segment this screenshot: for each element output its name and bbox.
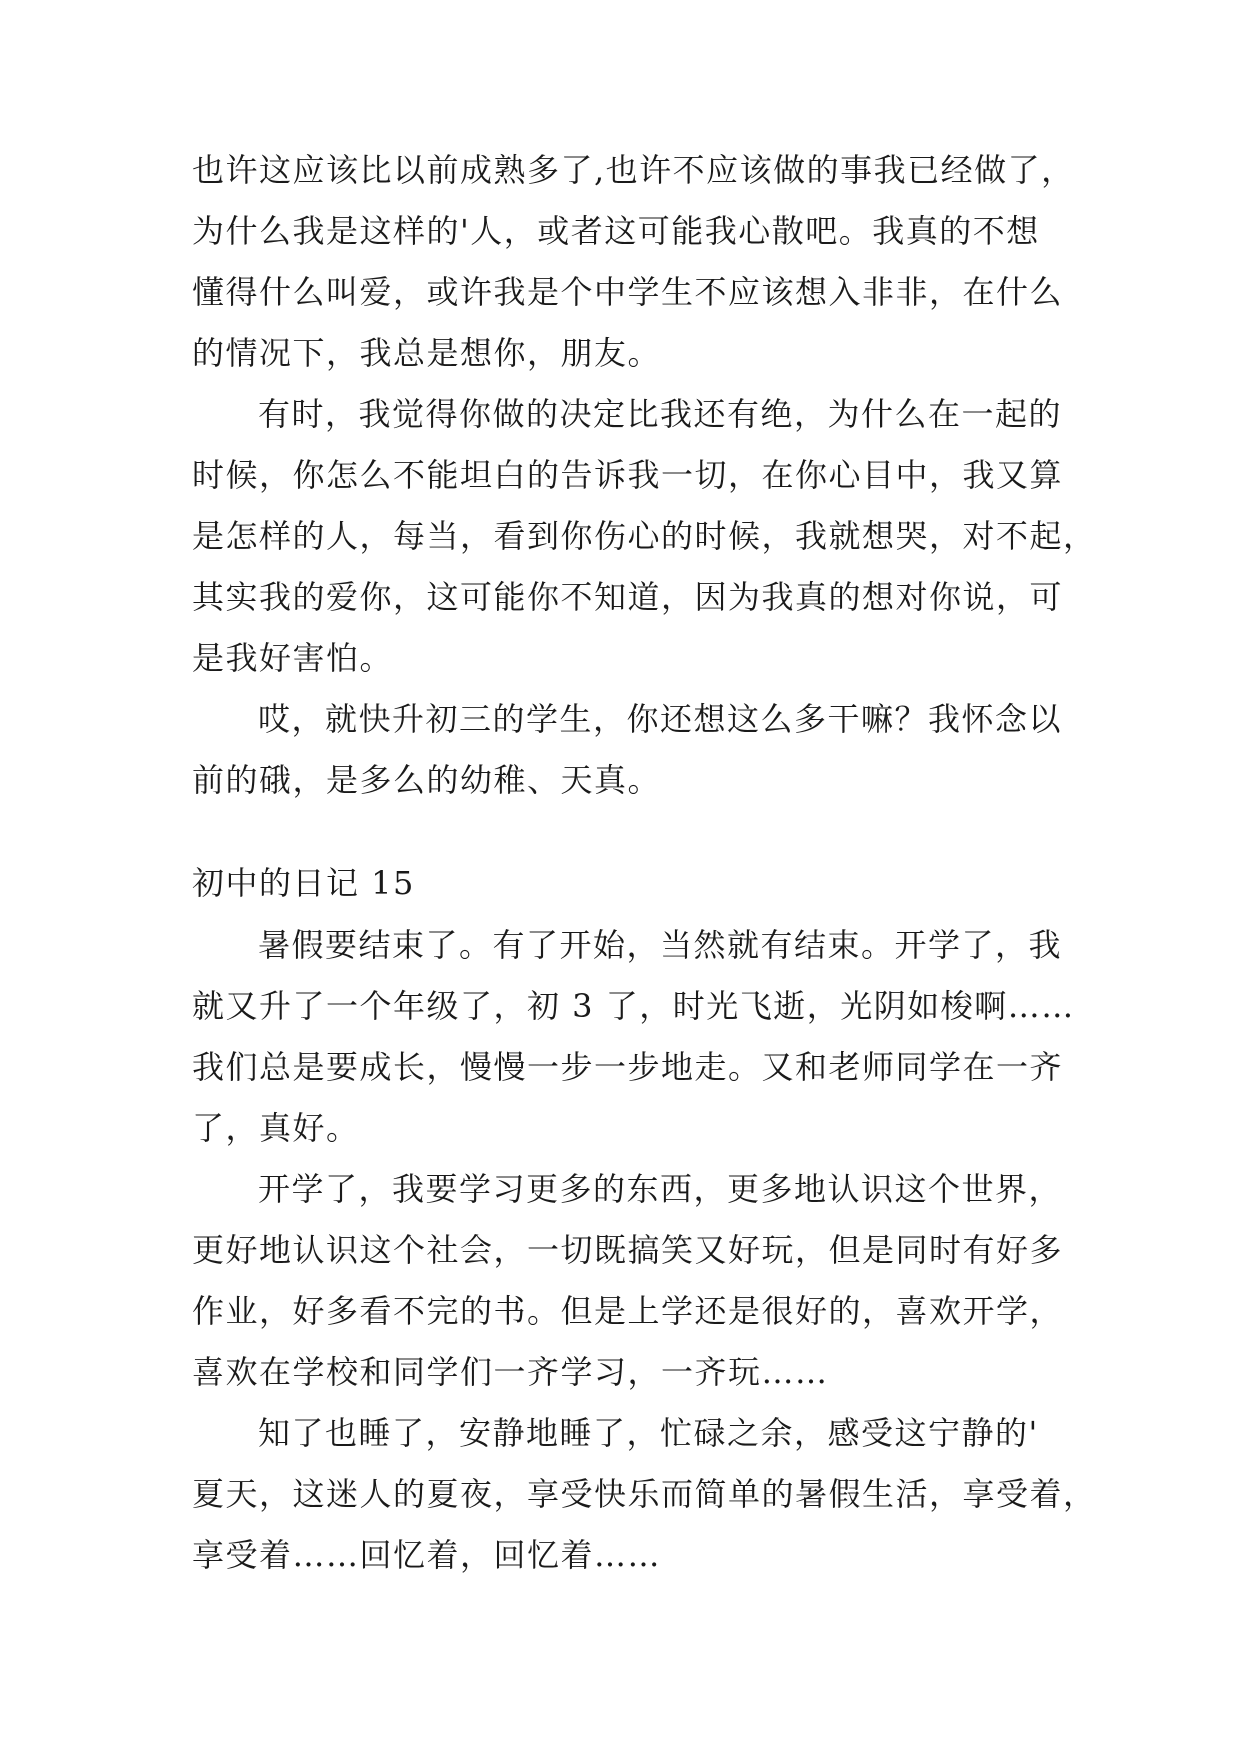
text-line: 前的硪，是多么的幼稚、天真。	[192, 761, 662, 799]
text-line: 为什么我是这样的'人，或者这可能我心散吧。我真的不想	[192, 212, 1040, 250]
text-line: 其实我的爱你，这可能你不知道，因为我真的想对你说，可	[192, 578, 1064, 616]
text-line: 了，真好。	[192, 1109, 360, 1147]
text-line: 的情况下，我总是想你，朋友。	[192, 334, 662, 372]
text-line: 享受着……回忆着，回忆着……	[192, 1536, 662, 1574]
text-line: 哎，就快升初三的学生，你还想这么多干嘛？我怀念以	[258, 700, 1063, 738]
text-line: 是怎样的人，每当，看到你伤心的时候，我就想哭，对不起，	[192, 517, 1097, 555]
text-line: 也许这应该比以前成熟多了,也许不应该做的事我已经做了，	[192, 151, 1075, 189]
text-line: 作业，好多看不完的书。但是上学还是很好的，喜欢开学，	[192, 1292, 1064, 1330]
section-heading: 初中的日记 15	[192, 864, 415, 902]
text-line: 夏天，这迷人的夏夜，享受快乐而简单的暑假生活，享受着，	[192, 1475, 1097, 1513]
text-line: 有时，我觉得你做的决定比我还有绝，为什么在一起的	[258, 395, 1063, 433]
text-line: 时候，你怎么不能坦白的告诉我一切，在你心目中，我又算	[192, 456, 1064, 494]
text-line: 喜欢在学校和同学们一齐学习，一齐玩……	[192, 1353, 829, 1391]
text-line: 更好地认识这个社会，一切既搞笑又好玩，但是同时有好多	[192, 1231, 1064, 1269]
text-line: 开学了，我要学习更多的东西，更多地认识这个世界，	[258, 1170, 1063, 1208]
text-line: 我们总是要成长，慢慢一步一步地走。又和老师同学在一齐	[192, 1048, 1064, 1086]
text-line: 懂得什么叫爱，或许我是个中学生不应该想入非非，在什么	[192, 273, 1064, 311]
text-line: 暑假要结束了。有了开始，当然就有结束。开学了，我	[258, 926, 1063, 964]
text-line: 是我好害怕。	[192, 639, 394, 677]
text-line: 知了也睡了，安静地睡了，忙碌之余，感受这宁静的'	[258, 1414, 1039, 1452]
text-line: 就又升了一个年级了，初 3 了，时光飞逝，光阴如梭啊……	[192, 987, 1075, 1025]
